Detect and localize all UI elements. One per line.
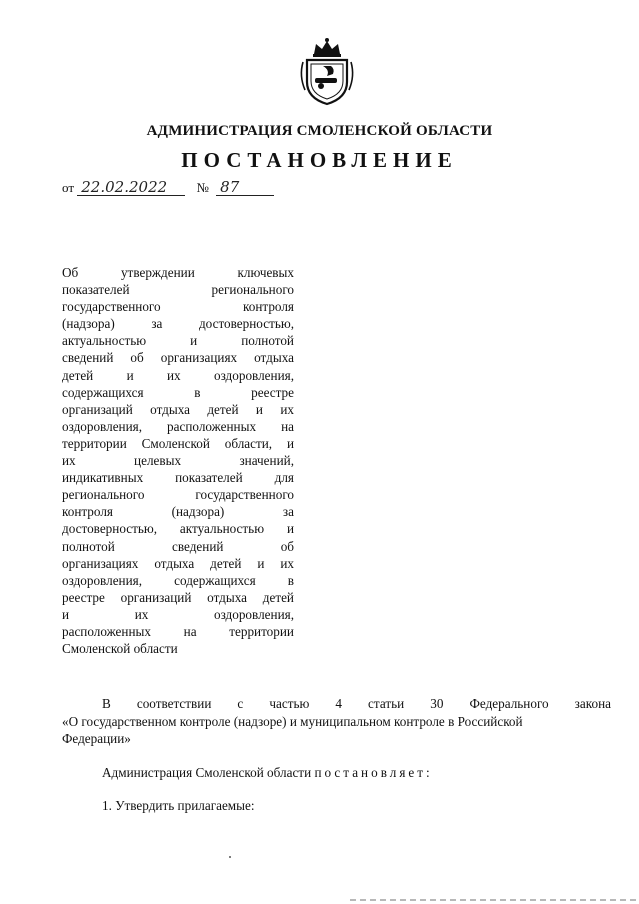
subject-line: достоверностью, актуальностью и xyxy=(62,521,294,537)
subject-line: детей и их оздоровления, xyxy=(62,367,294,383)
body-line: В соответствии с частью 4 статьи 30 Федерального закона xyxy=(102,696,611,711)
body-paragraph-resolves xyxy=(102,764,433,782)
subject-line: содержащихся в реестре xyxy=(62,384,294,400)
subject-line: организациях отдыха детей и их xyxy=(62,555,294,571)
subject-block xyxy=(62,264,294,657)
subject-line: Смоленской области xyxy=(62,641,178,657)
number-value: 87 xyxy=(216,179,274,196)
date-value: 22.02.2022 xyxy=(77,179,185,196)
subject-line: показателей регионального xyxy=(62,282,294,298)
subject-line: индикативных показателей для xyxy=(62,470,294,486)
number-prefix: № xyxy=(196,180,209,195)
body-item-1: 1. Утвердить прилагаемые: xyxy=(102,798,255,813)
subject-line: контроля (надзора) за xyxy=(62,504,294,520)
document-type: ПОСТАНОВЛЕНИЕ xyxy=(181,148,458,172)
subject-line: государственного контроля xyxy=(62,299,294,315)
page-edge-artifact xyxy=(350,899,639,901)
subject-line: организаций отдыха детей и их xyxy=(62,401,294,417)
organization-title: АДМИНИСТРАЦИЯ СМОЛЕНСКОЙ ОБЛАСТИ xyxy=(146,123,493,139)
resolves-text: Администрация Смоленской области xyxy=(102,765,312,780)
scan-artifact xyxy=(229,856,231,858)
date-number-row xyxy=(62,179,274,196)
resolves-keyword: постановляет: xyxy=(314,765,433,780)
body-line: Федерации» xyxy=(62,731,131,746)
subject-line: оздоровления, расположенных на xyxy=(62,418,294,434)
subject-line: Об утверждении ключевых xyxy=(62,265,294,280)
subject-line: расположенных на территории xyxy=(62,623,294,639)
subject-line: их целевых значений, xyxy=(62,453,294,469)
subject-line: регионального государственного xyxy=(62,487,294,503)
subject-line: актуальностью и полнотой xyxy=(62,333,294,349)
subject-line: сведений об организациях отдыха xyxy=(62,350,294,366)
subject-line: территории Смоленской области, и xyxy=(62,435,294,451)
smolensk-coat-of-arms-icon xyxy=(297,36,357,106)
date-prefix: от xyxy=(62,180,75,195)
subject-line: и их оздоровления, xyxy=(62,606,294,622)
body-line: «О государственном контроле (надзоре) и муниципальном контроле в Российской xyxy=(62,713,523,729)
body-paragraph-legal-basis xyxy=(62,695,611,748)
subject-line: реестре организаций отдыха детей xyxy=(62,589,294,605)
subject-line: полнотой сведений об xyxy=(62,538,294,554)
subject-line: оздоровления, содержащихся в xyxy=(62,572,294,588)
subject-line: (надзора) за достоверностью, xyxy=(62,316,294,332)
